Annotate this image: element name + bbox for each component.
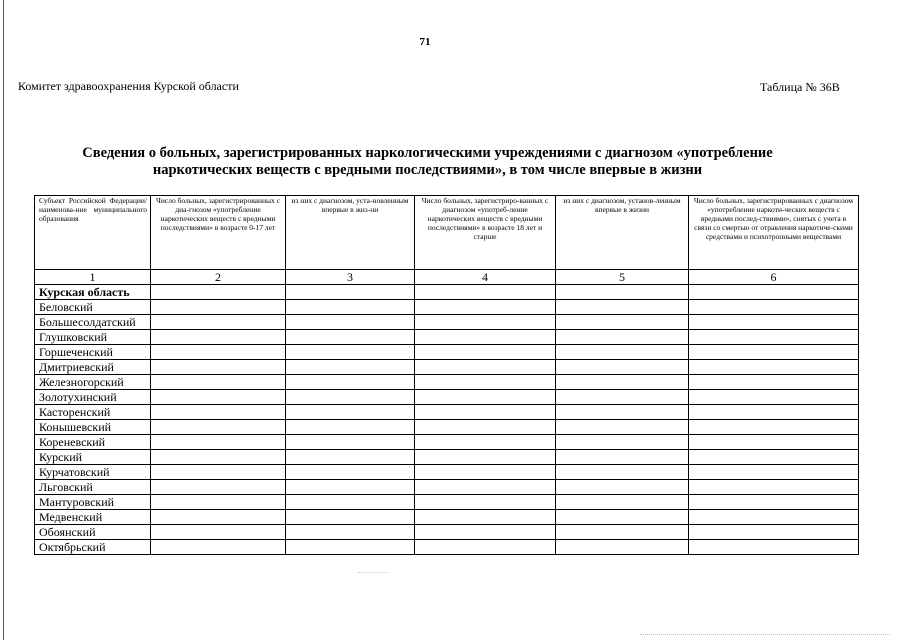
column-number: 1 [35,270,151,285]
table-cell [286,390,415,405]
column-header: Субъект Российской Федерации/ наименова-ние муниципального образования [35,196,151,270]
table-cell [151,390,286,405]
table-cell [689,315,859,330]
table-cell [556,315,689,330]
table-cell [556,480,689,495]
table-cell [286,450,415,465]
table-cell [689,405,859,420]
table-cell [151,300,286,315]
table-cell [689,465,859,480]
table-cell [286,495,415,510]
table-cell [689,345,859,360]
table-cell [556,510,689,525]
table-row [35,465,859,480]
page-edge-line [3,0,4,640]
table-cell [286,465,415,480]
table-cell [286,435,415,450]
column-header: из них с диагнозом, уста-новленным впервые в жиз-ни [286,196,415,270]
table-cell [415,360,556,375]
table-cell [689,525,859,540]
column-number: 4 [415,270,556,285]
row-label: Глушковский [35,330,151,345]
row-label: Октябрьский [35,540,151,555]
table-cell [556,360,689,375]
table-cell [556,465,689,480]
table-cell [556,285,689,300]
row-label: Конышевский [35,420,151,435]
table-cell [151,450,286,465]
table-cell [415,525,556,540]
table-row [35,495,859,510]
table-cell [286,345,415,360]
table-cell [415,375,556,390]
table-cell [415,420,556,435]
table-row [35,345,859,360]
table-cell [556,390,689,405]
table-row [35,360,859,375]
table-row [35,525,859,540]
table-cell [689,480,859,495]
table-cell [556,405,689,420]
table-cell [415,300,556,315]
table-cell [286,375,415,390]
scan-mark [358,572,388,574]
table-cell [151,285,286,300]
table-cell [415,315,556,330]
table-cell [415,285,556,300]
table-row [35,285,859,300]
scan-mark [640,634,890,636]
column-number: 5 [556,270,689,285]
table-cell [286,525,415,540]
table-cell [689,495,859,510]
table-cell [151,315,286,330]
table-cell [286,285,415,300]
row-label: Большесолдатский [35,315,151,330]
data-table [34,195,859,555]
table-row [35,375,859,390]
table-row [35,420,859,435]
table-cell [556,495,689,510]
row-label: Курчатовский [35,465,151,480]
row-label: Дмитриевский [35,360,151,375]
table-cell [151,360,286,375]
table-cell [151,405,286,420]
column-header: Число больных, зарегистрированных с диагнозом «употребление наркоти-ческих веществ с вредными послед-ствиями», снятых с учета в связи со смертью от отравления наркотиче-скими средствами и психотропными веществами [689,196,859,270]
table-cell [415,450,556,465]
column-number-row [35,270,859,285]
table-row [35,405,859,420]
table-cell [286,330,415,345]
column-header: из них с диагнозом, установ-ленным впервые в жизни [556,196,689,270]
table-cell [415,495,556,510]
table-cell [556,375,689,390]
table-header-row [35,196,859,270]
row-label: Беловский [35,300,151,315]
table-cell [286,405,415,420]
table-cell [151,540,286,555]
table-cell [151,435,286,450]
table-cell [151,330,286,345]
row-label: Касторенский [35,405,151,420]
document-title [0,145,855,179]
table-cell [689,285,859,300]
table-cell [151,345,286,360]
table-cell [689,435,859,450]
table-row [35,450,859,465]
column-number: 2 [151,270,286,285]
table-cell [689,360,859,375]
table-cell [689,450,859,465]
table-cell [556,450,689,465]
title-line-1: Сведения о больных, зарегистрированных наркологическими учреждениями с диагнозом «употребление [82,145,773,161]
table-cell [689,330,859,345]
table-cell [689,390,859,405]
row-label: Обоянский [35,525,151,540]
table-cell [286,300,415,315]
table-cell [151,510,286,525]
table-cell [286,315,415,330]
table-cell [286,510,415,525]
table-cell [151,375,286,390]
table-cell [415,435,556,450]
table-cell [689,300,859,315]
table-cell [151,495,286,510]
table-cell [151,525,286,540]
page-number: 71 [419,36,431,48]
row-label: Мантуровский [35,495,151,510]
table-cell [286,540,415,555]
table-row [35,315,859,330]
row-label: Медвенский [35,510,151,525]
table-cell [689,420,859,435]
row-label: Льговский [35,480,151,495]
table-cell [415,405,556,420]
table-cell [689,375,859,390]
title-line-2: наркотических веществ с вредными последствиями», в том числе впервые в жизни [152,162,703,178]
table-cell [556,330,689,345]
table-cell [556,435,689,450]
table-cell [556,345,689,360]
table-cell [151,420,286,435]
column-number: 3 [286,270,415,285]
table-row [35,330,859,345]
table-cell [286,480,415,495]
table-cell [415,480,556,495]
table-cell [415,510,556,525]
row-label: Железногорский [35,375,151,390]
table-cell [415,330,556,345]
table-row [35,390,859,405]
table-cell [151,480,286,495]
table-cell [415,345,556,360]
table-row [35,435,859,450]
table-cell [556,525,689,540]
row-label: Кореневский [35,435,151,450]
table-body [35,285,859,555]
row-label: Горшеченский [35,345,151,360]
table-number: Таблица № 36В [760,80,840,94]
row-label: Курская область [35,285,151,300]
table-cell [415,465,556,480]
table-cell [415,540,556,555]
committee-name: Комитет здравоохранения Курской области [18,79,239,93]
table-cell [556,540,689,555]
table-cell [151,465,286,480]
table-cell [556,300,689,315]
table-cell [286,420,415,435]
table-cell [689,540,859,555]
table-row [35,510,859,525]
column-header: Число больных, зарегистриро-ванных с диагнозом «употреб-ление наркотических веществ с вредными последствиями» в возрасте 18 лет и старше [415,196,556,270]
column-header: Число больных, зарегистрированных с диа-гнозом «употребление наркотических веществ с вредными последствиями» в возрасте 0-17 лет [151,196,286,270]
table-cell [415,390,556,405]
table-row [35,540,859,555]
table-row [35,300,859,315]
row-label: Курский [35,450,151,465]
column-number: 6 [689,270,859,285]
row-label: Золотухинский [35,390,151,405]
table-cell [286,360,415,375]
table-cell [556,420,689,435]
table-cell [689,510,859,525]
table-row [35,480,859,495]
